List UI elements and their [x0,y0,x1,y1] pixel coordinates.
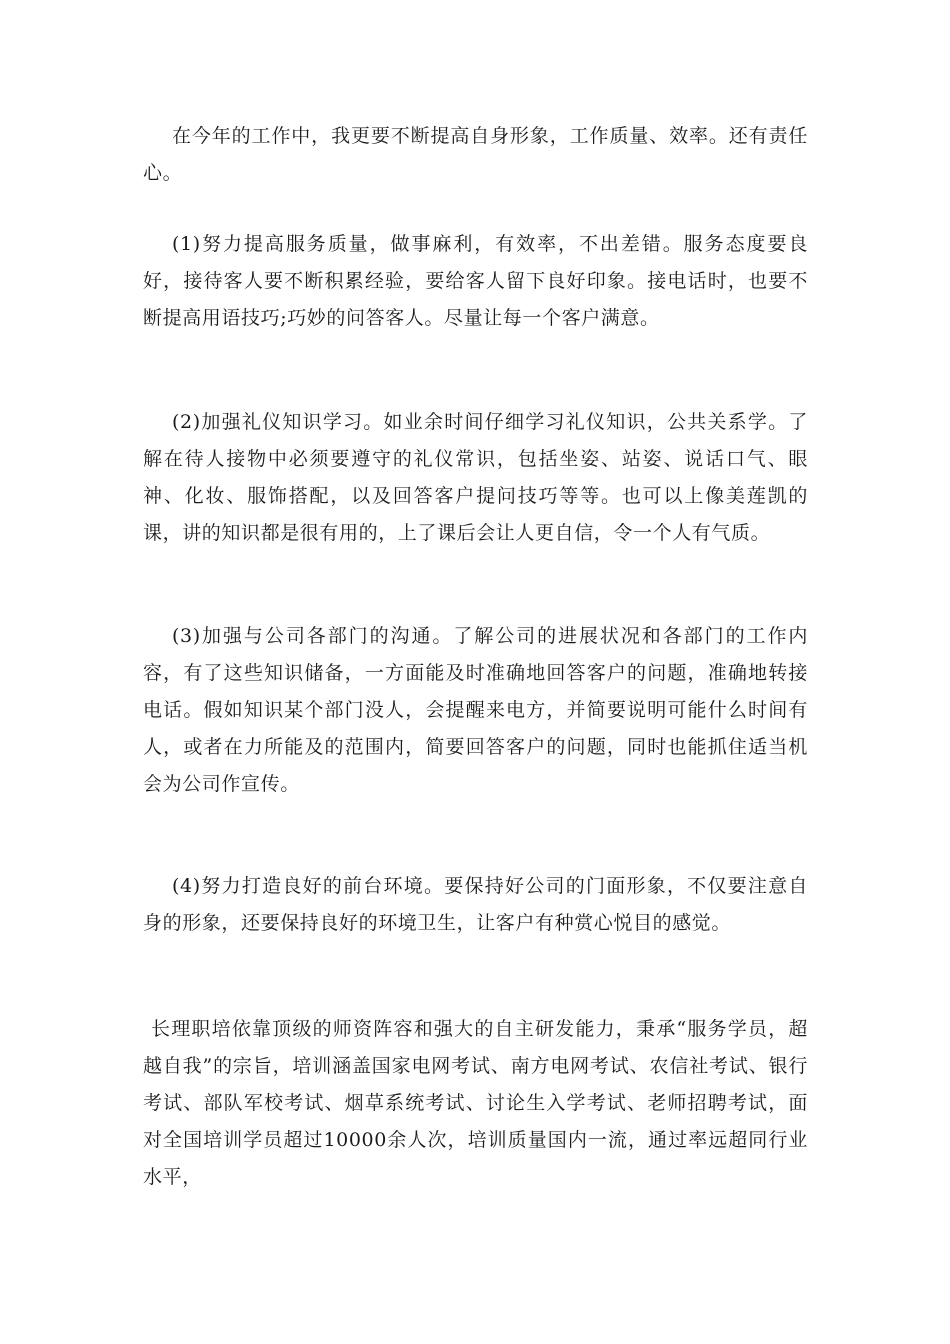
paragraph-intro: 在今年的工作中，我更要不断提高自身形象，工作质量、效率。还有责任心。 [143,125,808,184]
paragraph-item-2: (2)加强礼仪知识学习。如业余时间仔细学习礼仪知识，公共关系学。了解在待人接物中必须要遵守的礼仪常识，包括坐姿、站姿、说话口气、眼神、化妆、服饰搭配，以及回答客户提问技巧等等。也可以上像美莲凯的课，讲的知识都是很有用的，上了课后会让人更自信，令一个人有气质。 [143,411,808,544]
paragraph-promo: 长理职培依靠顶级的师资阵容和强大的自主研发能力，秉承“服务学员，超越自我”的宗旨，培训涵盖国家电网考试、南方电网考试、农信社考试、银行考试、部队军校考试、烟草系统考试、讨论生入学考试、老师招聘考试，面对全国培训学员超过10000余人次，培训质量国内一流，通过率远超同行业水平， [143,1018,808,1188]
paragraph-item-3: (3)加强与公司各部门的沟通。了解公司的进展状况和各部门的工作内容，有了这些知识储备，一方面能及时准确地回答客户的问题，准确地转接电话。假如知识某个部门没人，会提醒来电方，并简要说明可能什么时间有人，或者在力所能及的范围内，简要回答客户的问题，同时也能抓住适当机会为公司作宣传。 [143,625,808,795]
paragraph-item-4: (4)努力打造良好的前台环境。要保持好公司的门面形象，不仅要注意自身的形象，还要保持良好的环境卫生，让客户有种赏心悦目的感觉。 [143,875,808,934]
paragraph-item-1: (1)努力提高服务质量，做事麻利，有效率，不出差错。服务态度要良好，接待客人要不断积累经验，要给客人留下良好印象。接电话时，也要不断提高用语技巧;巧妙的问答客人。尽量让每一个客户满意。 [143,233,808,329]
